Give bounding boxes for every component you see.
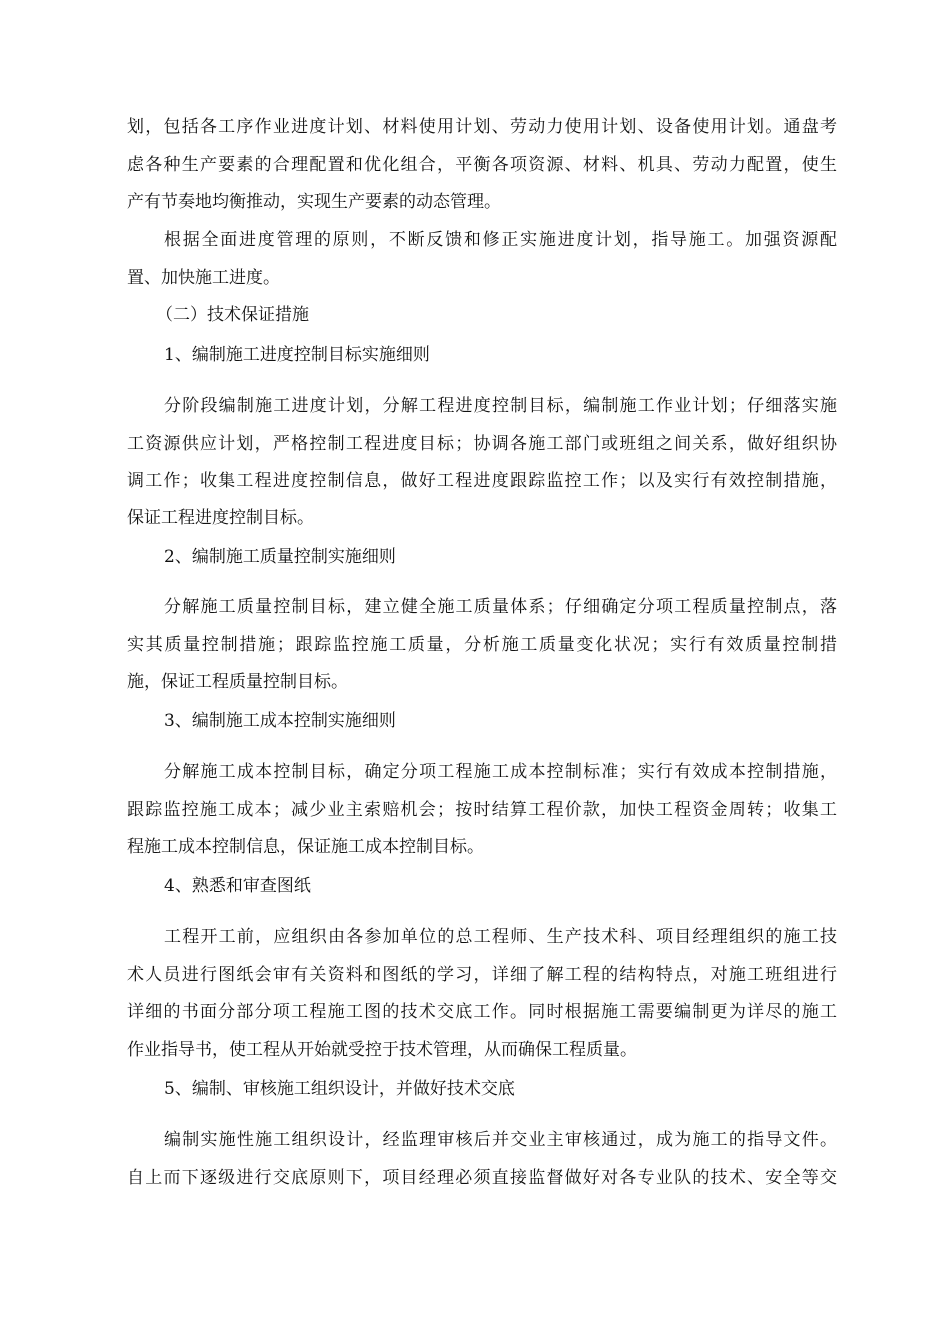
text-line: 实其质量控制措施；跟踪监控施工质量，分析施工质量变化状况；实行有效质量控制措	[127, 635, 837, 655]
text-line: 产有节奏地均衡推动，实现生产要素的动态管理。	[127, 192, 501, 212]
section-heading: （二）技术保证措施	[156, 305, 309, 325]
text-line: 施，保证工程质量控制目标。	[127, 672, 348, 692]
text-line: 保证工程进度控制目标。	[127, 508, 314, 528]
text-line: 编制实施性施工组织设计，经监理审核后并交业主审核通过，成为施工的指导文件。	[164, 1130, 837, 1150]
text-line: 置、加快施工进度。	[127, 268, 280, 288]
item-heading: 3、编制施工成本控制实施细则	[164, 711, 396, 731]
item-heading: 1、编制施工进度控制目标实施细则	[164, 345, 430, 365]
text-line: 分解施工成本控制目标，确定分项工程施工成本控制标准；实行有效成本控制措施，	[164, 762, 837, 782]
text-line: 根据全面进度管理的原则，不断反馈和修正实施进度计划，指导施工。加强资源配	[164, 230, 837, 250]
item-heading: 5、编制、审核施工组织设计，并做好技术交底	[164, 1079, 515, 1099]
text-line: 自上而下逐级进行交底原则下，项目经理必须直接监督做好对各专业队的技术、安全等交	[127, 1168, 837, 1188]
text-line: 作业指导书，使工程从开始就受控于技术管理，从而确保工程质量。	[127, 1040, 637, 1060]
text-line: 分解施工质量控制目标，建立健全施工质量体系；仔细确定分项工程质量控制点，落	[164, 597, 837, 617]
text-line: 工程开工前，应组织由各参加单位的总工程师、生产技术科、项目经理组织的施工技	[164, 927, 837, 947]
text-line: 工资源供应计划，严格控制工程进度目标；协调各施工部门或班组之间关系，做好组织协	[127, 434, 837, 454]
text-line: 详细的书面分部分项工程施工图的技术交底工作。同时根据施工需要编制更为详尽的施工	[127, 1002, 837, 1022]
item-heading: 4、熟悉和审查图纸	[164, 876, 311, 896]
text-line: 跟踪监控施工成本；减少业主索赔机会；按时结算工程价款，加快工程资金周转；收集工	[127, 800, 837, 820]
text-line: 分阶段编制施工进度计划，分解工程进度控制目标，编制施工作业计划；仔细落实施	[164, 396, 837, 416]
text-line: 程施工成本控制信息，保证施工成本控制目标。	[127, 837, 484, 857]
text-line: 术人员进行图纸会审有关资料和图纸的学习，详细了解工程的结构特点，对施工班组进行	[127, 965, 837, 985]
text-line: 划，包括各工序作业进度计划、材料使用计划、劳动力使用计划、设备使用计划。通盘考	[127, 117, 837, 137]
item-heading: 2、编制施工质量控制实施细则	[164, 547, 396, 567]
text-line: 虑各种生产要素的合理配置和优化组合，平衡各项资源、材料、机具、劳动力配置，使生	[127, 155, 837, 175]
text-line: 调工作；收集工程进度控制信息，做好工程进度跟踪监控工作；以及实行有效控制措施，	[127, 471, 837, 491]
